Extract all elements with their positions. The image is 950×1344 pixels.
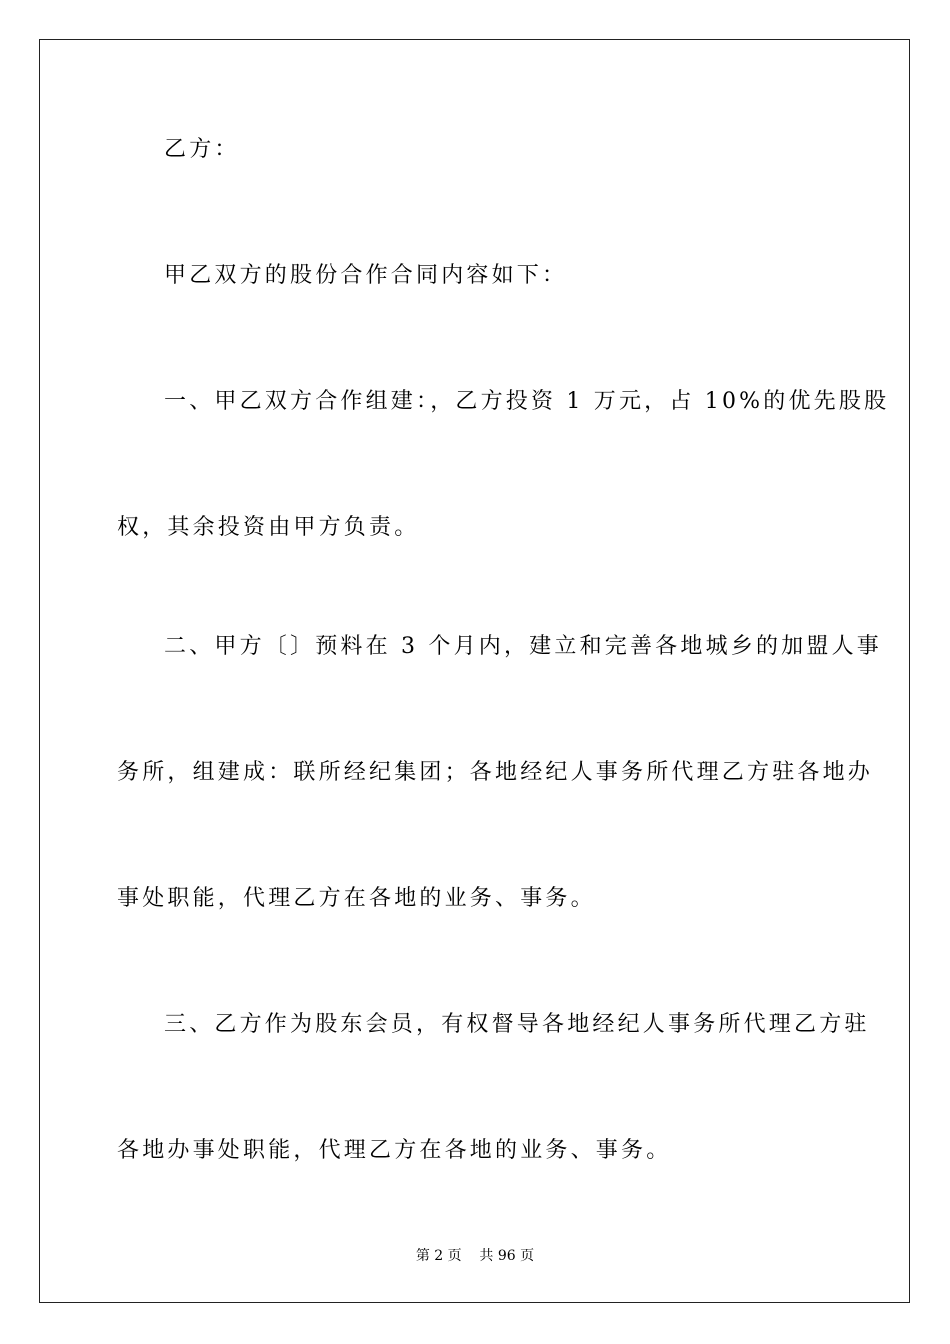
page-border [39,39,910,1303]
clause-3-line-1: 三、乙方作为股东会员，有权督导各地经纪人事务所代理乙方驻 [164,1012,870,1037]
clause-2-line-1: 二、甲方〔〕预料在 3 个月内，建立和完善各地城乡的加盟人事 [164,634,882,659]
page-number-footer: 第 2 页 共 96 页 [415,1248,535,1264]
clause-2-line-3: 事处职能，代理乙方在各地的业务、事务。 [117,886,596,911]
party-b-label: 乙方： [164,137,240,162]
clause-1-line-2: 权，其余投资由甲方负责。 [117,515,420,540]
clause-1-line-1: 一、甲乙双方合作组建：，乙方投资 1 万元，占 10%的优先股股 [164,389,890,414]
contract-intro: 甲乙双方的股份合作合同内容如下： [164,263,568,288]
clause-2-line-2: 务所，组建成：联所经纪集团；各地经纪人事务所代理乙方驻各地办 [117,760,874,785]
clause-3-line-2: 各地办事处职能，代理乙方在各地的业务、事务。 [117,1138,672,1163]
